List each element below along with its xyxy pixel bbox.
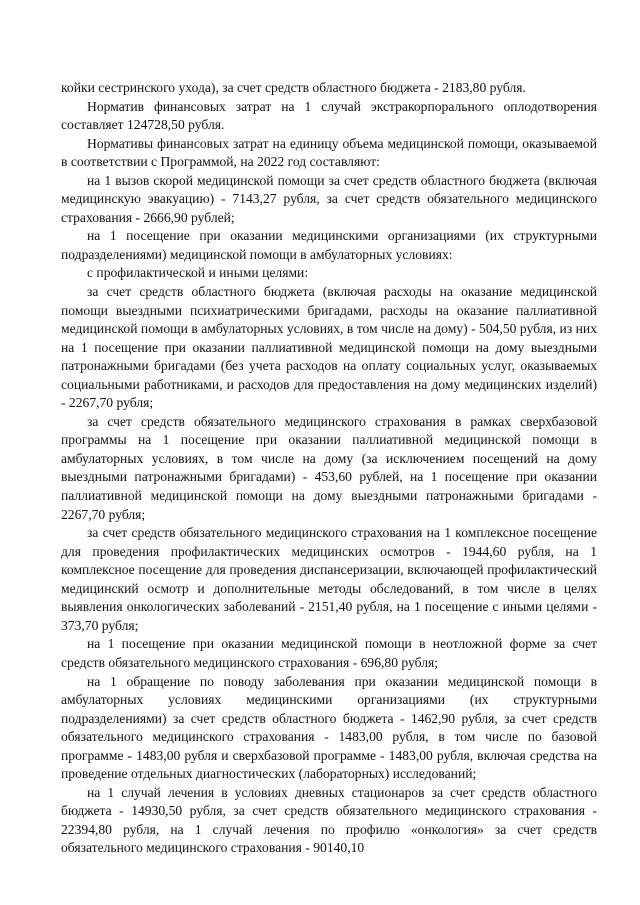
document-body — [61, 79, 597, 858]
paragraph-8: за счет средств обязательного медицинского страхования в рамках сверхбазовой программы на 1 посещение при оказании паллиативной медицинской помощи в амбулаторных условиях, в том числе на дому (за исключением посещений на дому выездными патронажными бригадами) - 453,60 рублей, на 1 посещение при оказании паллиативной медицинской помощи на дому выездными патронажными бригадами - 2267,70 рубля; — [61, 413, 597, 522]
paragraph-6: с профилактической и иными целями: — [87, 265, 309, 281]
paragraph-3: Нормативы финансовых затрат на единицу объема медицинской помощи, оказываемой в соответствии с Программой, на 2022 год составляют: — [61, 135, 597, 170]
paragraph-12: на 1 случай лечения в условиях дневных стационаров за счет средств областного бюджета - 14930,50 рубля, за счет средств обязательного медицинского страхования - 22394,80 рубля, на 1 случай лечения по профилю «онкология» за счет средств обязательного медицинского страхования - 90140,10 — [61, 784, 597, 856]
paragraph-5: на 1 посещение при оказании медицинскими организациями (их структурными подразделениями) медицинской помощи в амбулаторных условиях: — [61, 228, 597, 262]
paragraph-1: койки сестринского ухода), за счет средств областного бюджета - 2183,80 рубля. — [61, 80, 526, 95]
paragraph-11: на 1 обращение по поводу заболевания при оказании медицинской помощи в амбулаторных условиях медицинскими организациями (их структурными подразделениями) за счет средств областного бюджета - 1462,90 рубля, за счет средств обязательного медицинского страхования - 1483,00 рубля, в том числе по базовой программе - 1483,00 рубля и сверхбазовой программе - 1483,00 рубля, включая средства на проведение отдельных диагностических (лабораторных) исследований; — [61, 673, 597, 782]
paragraph-7: за счет средств областного бюджета (включая расходы на оказание медицинской помощи выездными психиатрическими бригадами, расходы на оказание паллиативной медицинской помощи в амбулаторных условиях, в том числе на дому) - 504,50 рубля, из них на 1 посещение при оказании паллиативной медицинской помощи на дому выездными патронажными бригадами (без учета расходов на оплату социальных услуг, оказываемых социальными работниками, и расходов для предоставления на дому медицинских изделий) - 2267,70 рубля; — [61, 284, 597, 411]
paragraph-10: на 1 посещение при оказании медицинской помощи в неотложной форме за счет средств обязательного медицинского страхования - 696,80 рубля; — [61, 636, 597, 670]
paragraph-9: за счет средств обязательного медицинского страхования на 1 комплексное посещение для проведения профилактических медицинских осмотров - 1944,60 рубля, на 1 комплексное посещение для проведения диспансеризации, включающей профилактический медицинский осмотр и дополнительные методы обследований, в том числе в целях выявления онкологических заболеваний - 2151,40 рубля, на 1 посещение с иными целями - 373,70 рубля; — [61, 525, 597, 633]
paragraph-4: на 1 вызов скорой медицинской помощи за счет средств областного бюджета (включая медицинскую эвакуацию) - 7143,27 рубля, за счет средств обязательного медицинского страхования - 2666,90 рублей; — [61, 172, 597, 225]
paragraph-2: Норматив финансовых затрат на 1 случай экстракорпорального оплодотворения составляет 124728,50 рубля. — [61, 98, 597, 133]
